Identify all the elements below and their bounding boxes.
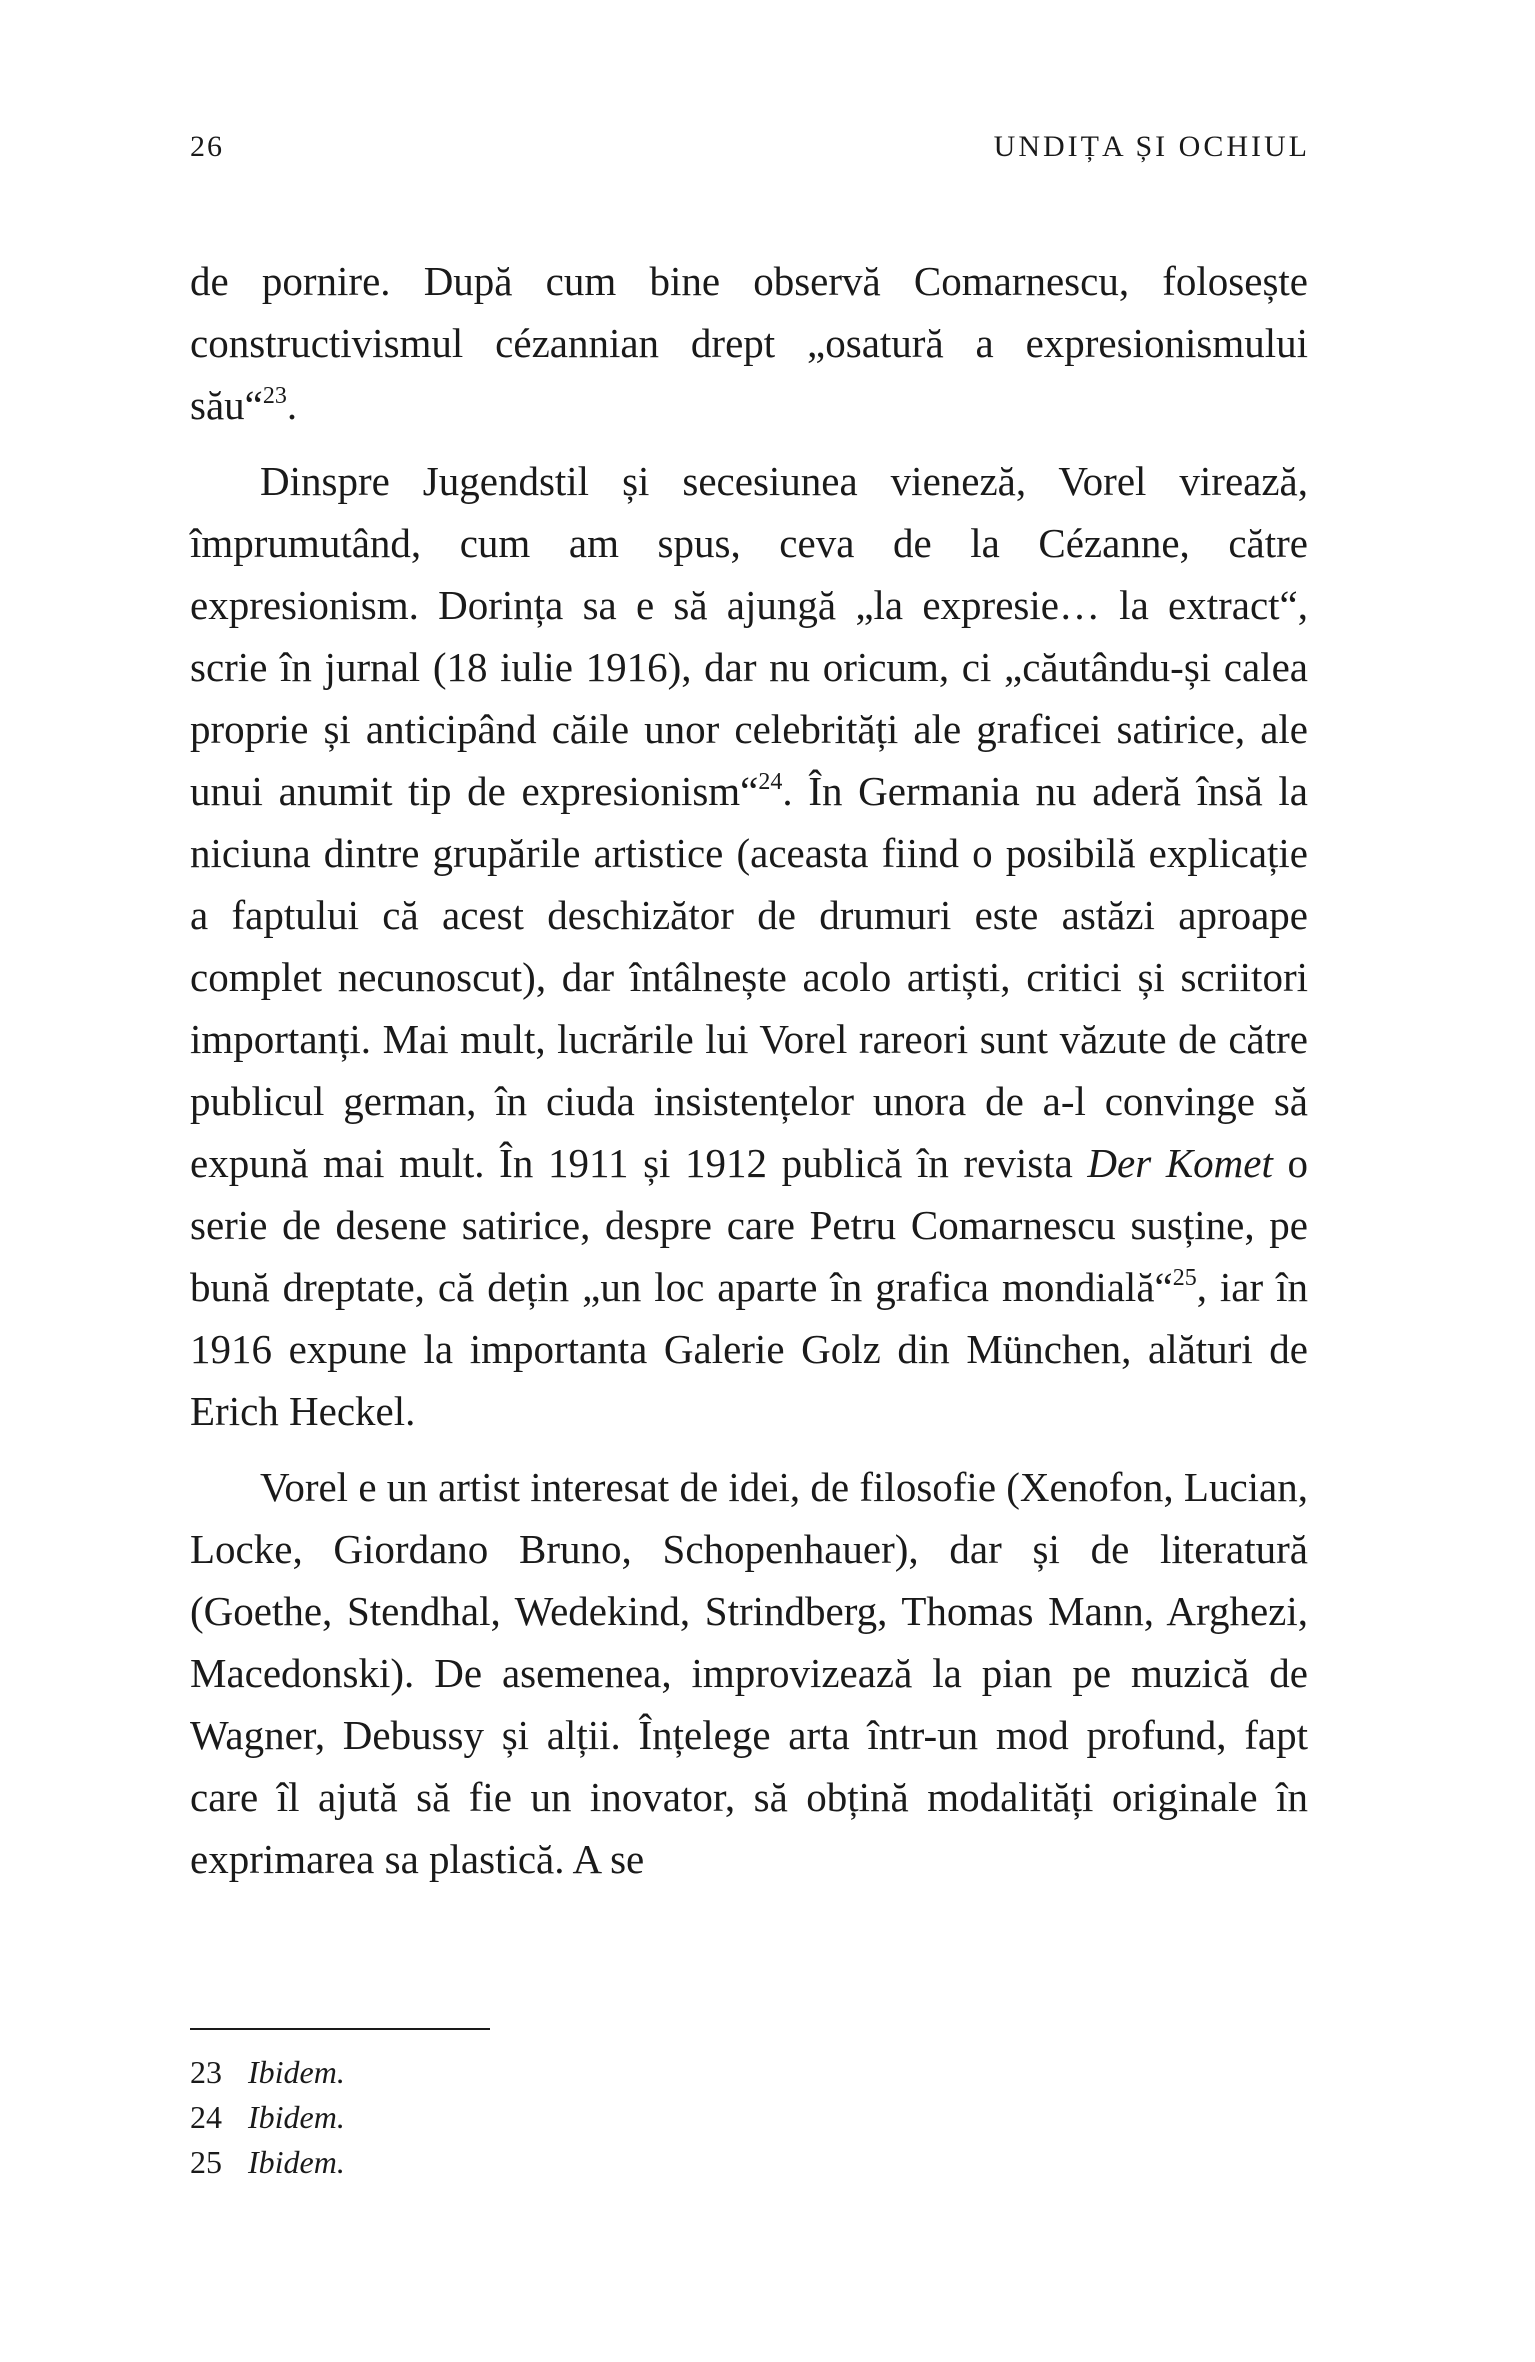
- footnote-ref-23: 23: [262, 383, 287, 409]
- paragraph-3: [190, 1456, 1308, 1890]
- paragraph-2-part-d: , iar în 1916 expune la importanta Galerie Golz din München, alături de Erich Heckel.: [190, 1264, 1308, 1434]
- paragraph-2-part-a: Dinspre Jugendstil și secesiunea vieneză, Vorel virează, împrumutând, cum am spus, ceva de la Cézanne, către expresionism. Dorința sa e să ajungă „la expresie… la extract“, scrie în jurnal (18 iulie 1916), dar nu oricum, ci „căutându-și calea proprie și anticipând căile unor celebrități ale graficei satirice, ale unui anumit tip de expresionism“: [190, 458, 1308, 814]
- journal-title: Der Komet: [1087, 1140, 1273, 1186]
- footnote-text: Ibidem.: [248, 2144, 345, 2180]
- page-header: [190, 130, 1310, 180]
- footnote-ref-24: 24: [758, 769, 783, 795]
- footnote-ref-25: 25: [1172, 1265, 1197, 1291]
- footnotes: [190, 2050, 990, 2185]
- paragraph-1-text: de pornire. După cum bine observă Comarnescu, folosește constructivismul cézannian drept „osatură a expresionismului său“: [190, 258, 1308, 428]
- footnote-separator: [190, 2028, 490, 2030]
- footnote-24: [190, 2095, 990, 2140]
- footnote-number: 23: [190, 2054, 222, 2090]
- footnote-text: Ibidem.: [248, 2054, 345, 2090]
- body-text: [190, 250, 1308, 1890]
- paragraph-2-part-b: . În Germania nu aderă însă la niciuna dintre grupările artistice (aceasta fiind o posibilă explicație a faptului că acest deschizător de drumuri este astăzi aproape complet necunoscut), dar întâlnește acolo artiști, critici și scriitori importanți. Mai mult, lucrările lui Vorel rareori sunt văzute de către publicul german, în ciuda insistențelor unora de a-l convinge să expună mai mult. În 1911 și 1912 publică în revista: [190, 768, 1308, 1186]
- running-title: UNDIȚA ȘI OCHIUL: [993, 130, 1310, 163]
- paragraph-3-text: Vorel e un artist interesat de idei, de filosofie (Xenofon, Lucian, Locke, Giordano Bruno, Schopenhauer), dar și de literatură (Goethe, Stendhal, Wedekind, Strindberg, Thomas Mann, Arghezi, Macedonski). De asemenea, improvizează la pian pe muzică de Wagner, Debussy și alții. Înțelege arta într-un mod profund, fapt care îl ajută să fie un inovator, să obțină modalități originale în exprimarea sa plastică. A se: [190, 1464, 1308, 1882]
- footnote-number: 25: [190, 2144, 222, 2180]
- footnote-23: [190, 2050, 990, 2095]
- footnote-number: 24: [190, 2099, 222, 2135]
- paragraph-2: [190, 450, 1308, 1442]
- page-number: 26: [190, 130, 224, 163]
- paragraph-1-tail: .: [286, 382, 298, 428]
- footnote-25: [190, 2140, 990, 2185]
- paragraph-2-part-c: o serie de desene satirice, despre care Petru Comarnescu susține, pe bună dreptate, că dețin „un loc aparte în grafica mondială“: [190, 1140, 1308, 1310]
- footnote-text: Ibidem.: [248, 2099, 345, 2135]
- paragraph-1: [190, 250, 1308, 436]
